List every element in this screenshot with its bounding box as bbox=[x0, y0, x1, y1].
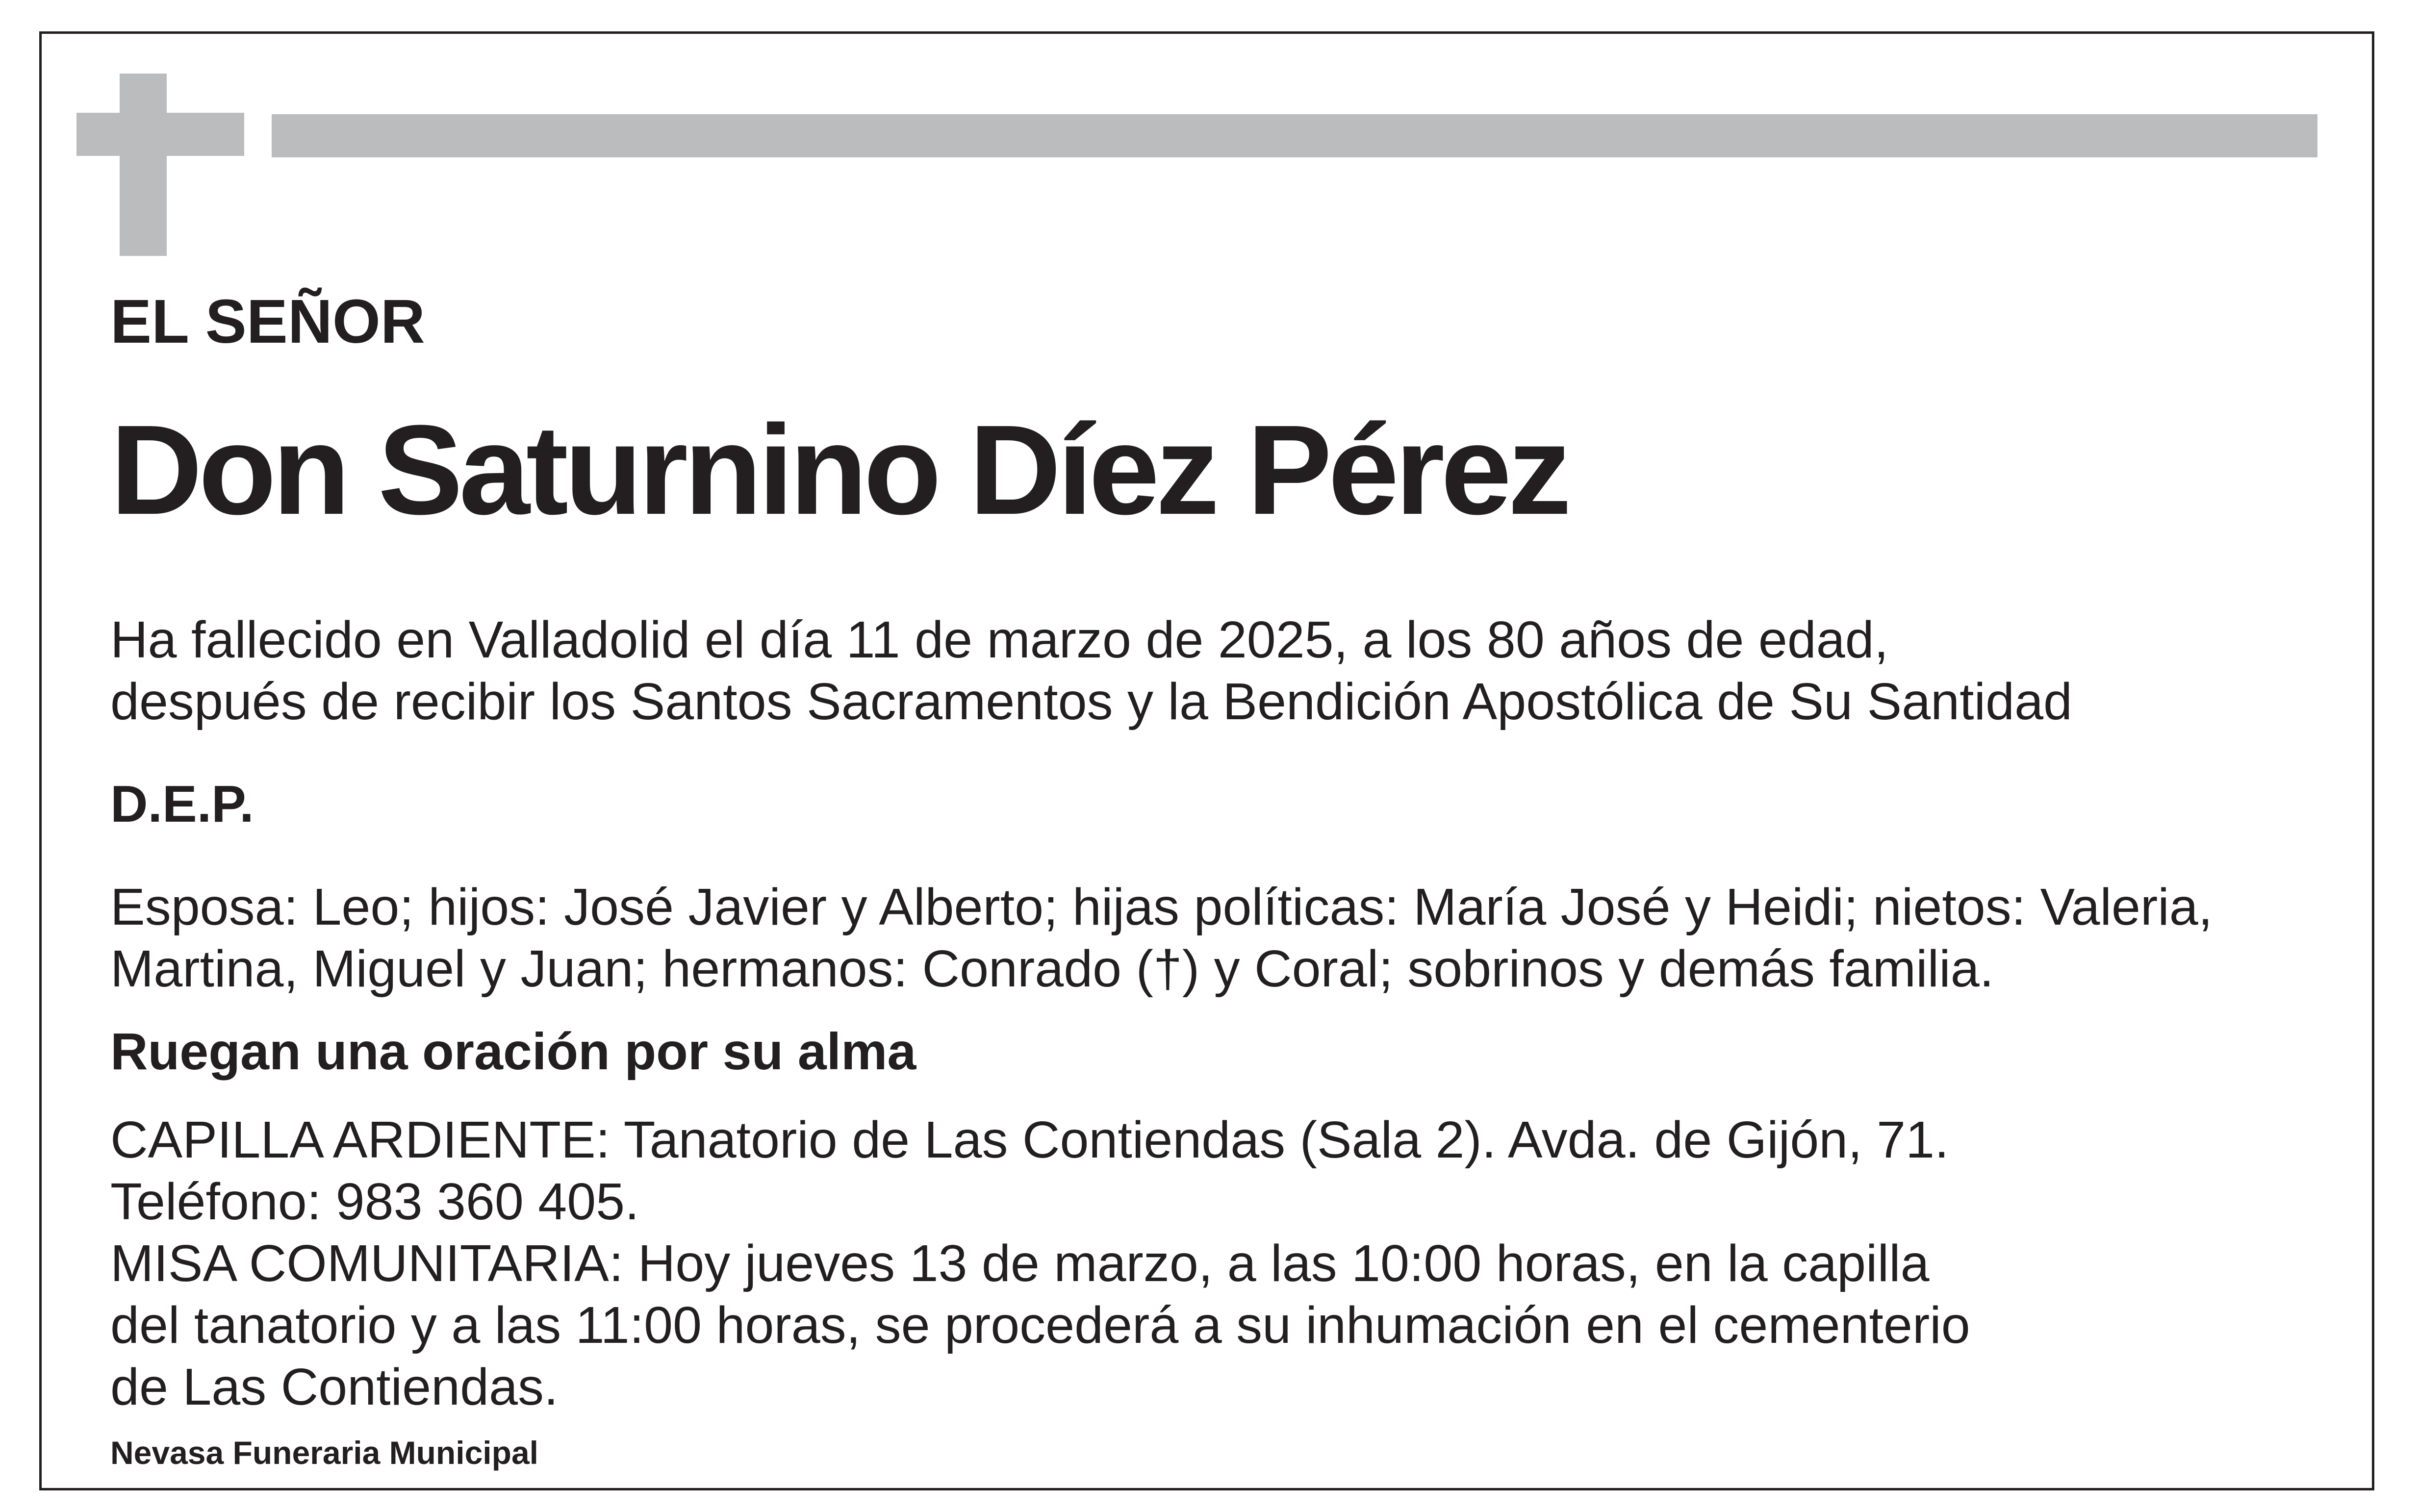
family-line: Martina, Miguel y Juan; hermanos: Conrado (†) y Coral; sobrinos y demás familia. bbox=[110, 940, 1994, 998]
service-detail-line: Teléfono: 983 360 405. bbox=[110, 1173, 639, 1231]
service-detail-line: MISA COMUNITARIA: Hoy jueves 13 de marzo, a las 10:00 horas, en la capilla bbox=[110, 1235, 1930, 1292]
death-notice-paragraph bbox=[110, 609, 2072, 732]
service-detail-line: de Las Contiendas. bbox=[110, 1358, 559, 1416]
family-paragraph bbox=[110, 876, 2213, 1000]
header-rule-bar bbox=[272, 114, 2317, 157]
death-notice-line: después de recibir los Santos Sacramentos y la Bendición Apostólica de Su Santidad bbox=[110, 673, 2072, 731]
rip-abbreviation: D.E.P. bbox=[110, 775, 254, 833]
latin-cross-icon-arm bbox=[76, 113, 244, 156]
latin-cross-icon bbox=[120, 74, 167, 256]
death-notice-line: Ha fallecido en Valladolid el día 11 de marzo de 2025, a los 80 años de edad, bbox=[110, 611, 1889, 669]
funeral-home-name: Nevasa Funeraria Municipal bbox=[110, 1435, 538, 1471]
prayer-request: Ruegan una oración por su alma bbox=[110, 1023, 916, 1081]
honorific-heading: EL SEÑOR bbox=[110, 287, 425, 356]
deceased-name: Don Saturnino Díez Pérez bbox=[110, 399, 1568, 541]
family-line: Esposa: Leo; hijos: José Javier y Alberto; hijas políticas: María José y Heidi; nietos: Valeria, bbox=[110, 878, 2213, 936]
service-detail-line: CAPILLA ARDIENTE: Tanatorio de Las Contiendas (Sala 2). Avda. de Gijón, 71. bbox=[110, 1111, 1949, 1169]
service-details bbox=[110, 1109, 1970, 1418]
service-detail-line: del tanatorio y a las 11:00 horas, se procederá a su inhumación en el cementerio bbox=[110, 1296, 1970, 1354]
